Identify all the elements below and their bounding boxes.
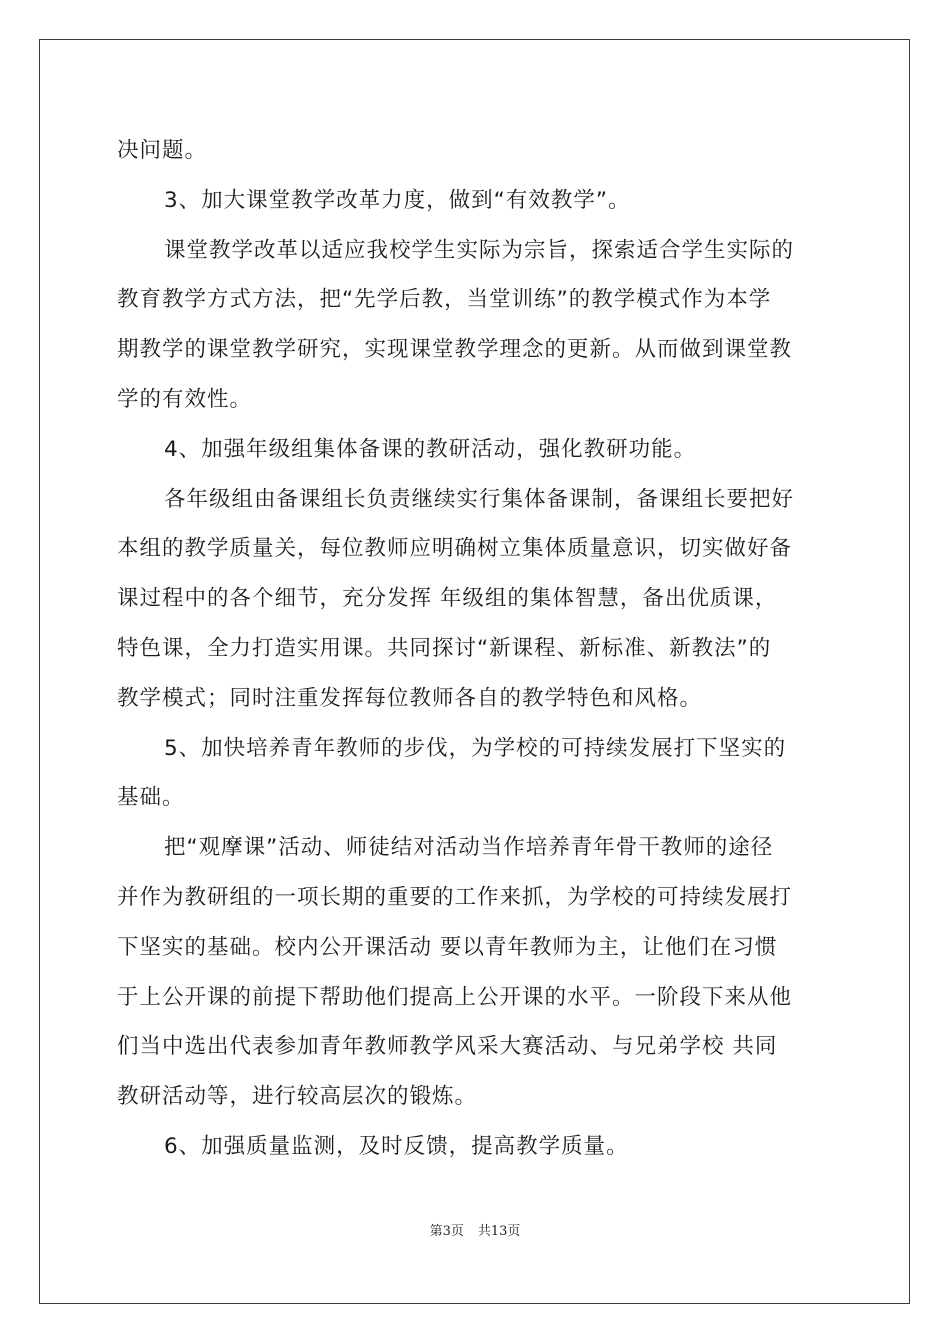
text-line: 5、加快培养青年教师的步伐，为学校的可持续发展打下坚实的: [164, 735, 787, 761]
text-line: 们当中选出代表参加青年教师教学风采大赛活动、与兄弟学校 共同: [117, 1034, 778, 1060]
text-line: 期教学的课堂教学研究，实现课堂教学理念的更新。从而做到课堂教: [117, 337, 793, 363]
page-total: 共13页: [477, 1224, 521, 1239]
text-line: 下坚实的基础。校内公开课活动 要以青年教师为主，让他们在习惯: [117, 934, 778, 960]
document-body: [117, 126, 837, 1172]
page-footer: [0, 1220, 950, 1239]
text-line: 课堂教学改革以适应我校学生实际为宗旨，探索适合学生实际的: [164, 237, 795, 263]
text-line: 各年级组由备课组长负责继续实行集体备课制，备课组长要把好: [164, 486, 795, 512]
text-line: 教学模式；同时注重发挥每位教师各自的教学特色和风格。: [117, 685, 703, 711]
text-line: 教育教学方式方法，把“先学后教，当堂训练”的教学模式作为本学: [117, 287, 772, 313]
text-line: 并作为教研组的一项长期的重要的工作来抓，为学校的可持续发展打: [117, 884, 793, 910]
text-line: 学的有效性。: [117, 386, 253, 412]
text-line: 把“观摩课”活动、师徒结对活动当作培养青年骨干教师的途径: [164, 835, 774, 861]
text-line: 6、加强质量监测，及时反馈，提高教学质量。: [164, 1133, 629, 1159]
text-line: 特色课，全力打造实用课。共同探讨“新课程、新标准、新教法”的: [117, 635, 772, 661]
text-line: 教研活动等，进行较高层次的锻炼。: [117, 1084, 478, 1110]
page-number: 第3页: [429, 1224, 464, 1239]
text-line: 基础。: [117, 785, 185, 811]
text-line: 课过程中的各个细节，充分发挥 年级组的集体智慧，备出优质课，: [117, 586, 778, 612]
text-line: 本组的教学质量关，每位教师应明确树立集体质量意识，切实做好备: [117, 536, 793, 562]
text-line: 于上公开课的前提下帮助他们提高上公开课的水平。一阶段下来从他: [117, 984, 793, 1010]
text-line: 4、加强年级组集体备课的教研活动，强化教研功能。: [164, 436, 697, 462]
text-line: 3、加大课堂教学改革力度，做到“有效教学”。: [164, 187, 631, 213]
text-line: 决问题。: [117, 138, 208, 163]
